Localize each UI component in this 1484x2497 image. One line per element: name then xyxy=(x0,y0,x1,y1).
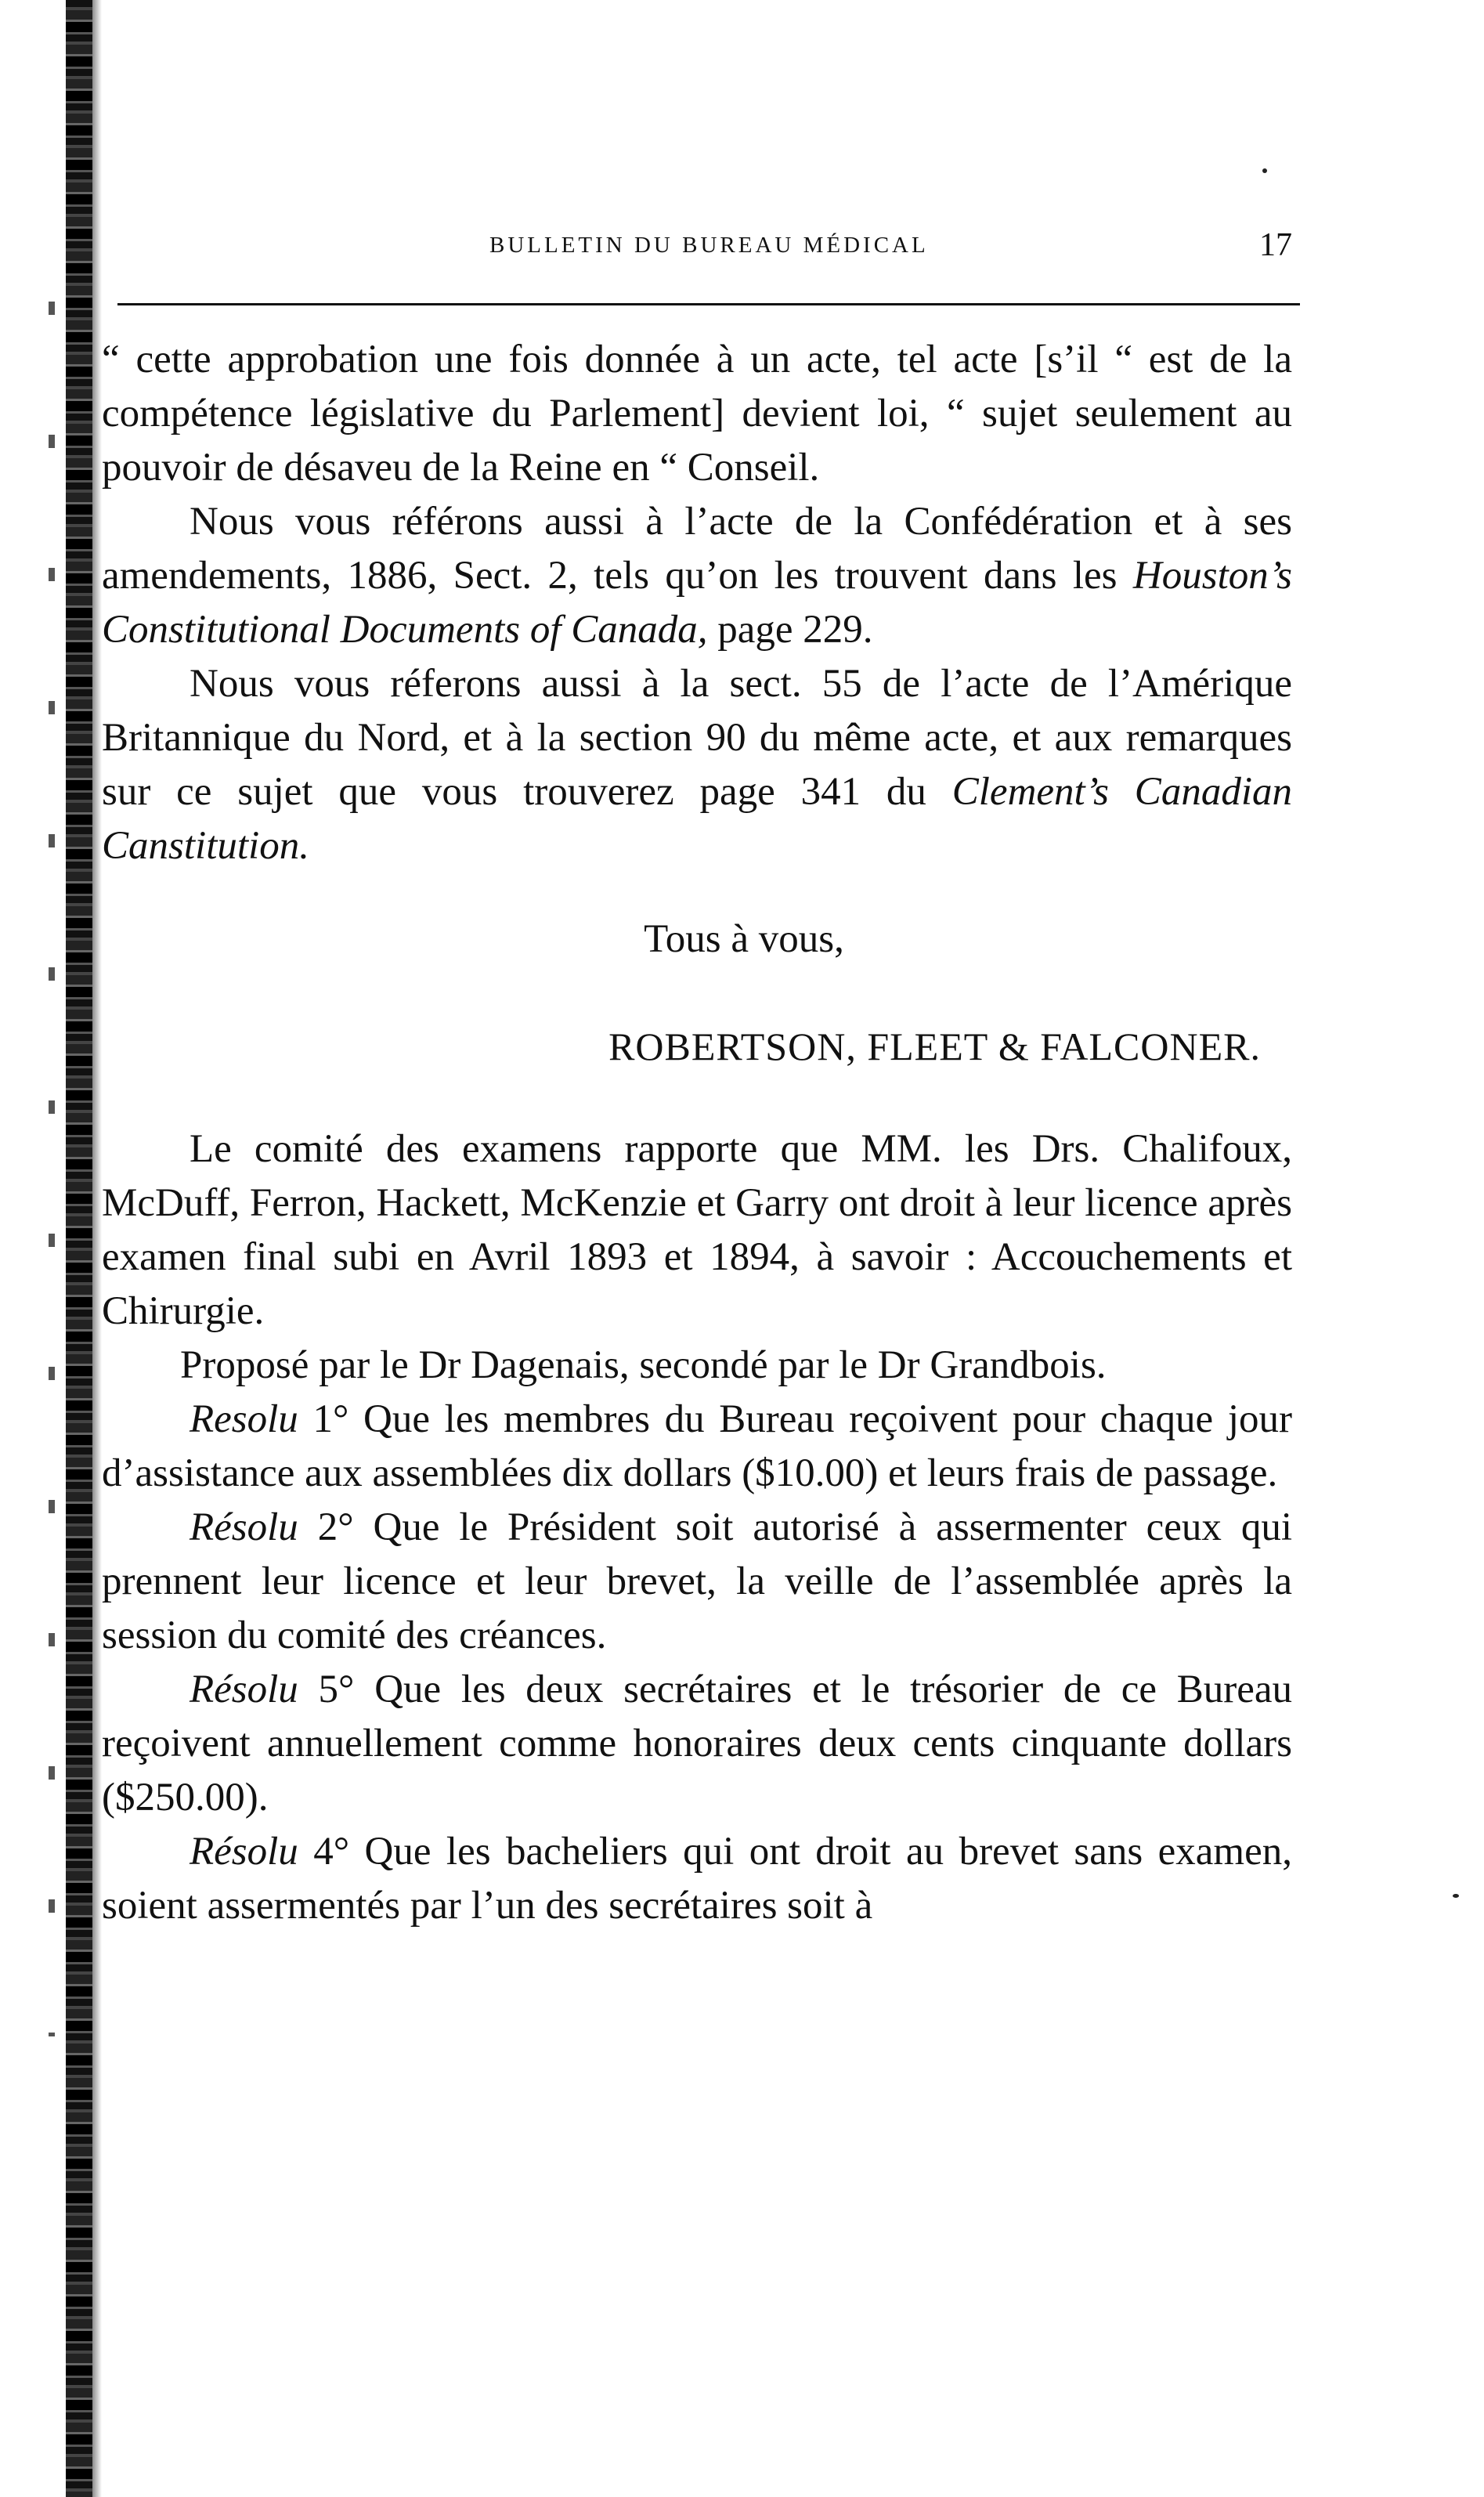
page-body xyxy=(102,333,1292,1933)
quoted-paragraph: “ cette approbation une fois donnée à un acte, tel acte [s’il “ est de la compétence législative du Parlement] devient loi, “ sujet seulement au pouvoir de désaveu de la Reine en “ Conseil. xyxy=(102,338,1292,490)
margin-specks xyxy=(49,235,55,2036)
binding-edge xyxy=(66,0,92,2497)
paragraph-text: Nous vous référons aussi à l’acte de la Confédération et à ses amendements, 1886, Sect. 2, tels qu’on les trouvent dans les xyxy=(102,500,1292,598)
resolution-text: 4° Que les bacheliers qui ont droit au brevet sans examen, soient assermentés par l’un des secrétaires soit à xyxy=(102,1830,1292,1928)
resolution-label: Résolu xyxy=(190,1830,298,1874)
ink-speck xyxy=(1453,1894,1459,1898)
page-number: 17 xyxy=(1259,227,1292,263)
letter-signature: ROBERTSON, FLEET & FALCONER. xyxy=(608,1024,1261,1068)
paragraph-text: Nous vous réferons aussi à la sect. 55 de l’acte de l’Amérique Britannique du Nord, et à la section 90 du même acte, et aux remarques sur ce sujet que vous trouverez page 341 du xyxy=(102,662,1292,814)
exam-committee-report: Le comité des examens rapporte que MM. les Drs. Chalifoux, McDuff, Ferron, Hackett, McKenzie et Garry ont droit à leur licence après examen final subi en Avril 1893 et 1894, à savoir : Accouchements et Chirurgie. xyxy=(102,1127,1292,1333)
ink-speck xyxy=(1262,168,1267,173)
letter-closing: Tous à vous, xyxy=(644,917,844,961)
resolution-4 xyxy=(102,1825,1292,1933)
running-title: BULLETIN DU BUREAU MÉDICAL xyxy=(489,233,929,258)
resolution-5 xyxy=(102,1663,1292,1825)
resolution-label: Resolu xyxy=(190,1397,298,1441)
running-head xyxy=(117,227,1292,280)
binding-shadow xyxy=(92,0,102,2497)
resolution-label: Résolu xyxy=(190,1505,298,1549)
paragraph-confederation xyxy=(102,495,1292,657)
header-rule xyxy=(117,303,1300,305)
resolution-1 xyxy=(102,1393,1292,1501)
resolution-text: 1° Que les membres du Bureau reçoivent pour chaque jour d’assistance aux assemblées dix dollars ($10.00) et leurs frais de passage. xyxy=(102,1397,1292,1495)
motion-proposal: Proposé par le Dr Dagenais, secondé par le Dr Grandbois. xyxy=(180,1343,1107,1387)
book-title: Clement’s Canadian Canstitution. xyxy=(102,770,1292,868)
paragraph-section-55 xyxy=(102,657,1292,873)
paragraph-text: page 229. xyxy=(707,608,873,652)
resolution-label: Résolu xyxy=(190,1668,298,1711)
resolution-2 xyxy=(102,1501,1292,1663)
book-title: Houston’s Constitutional Documents of Canada, xyxy=(102,554,1292,652)
resolution-text: 2° Que le Président soit autorisé à assermenter ceux qui prennent leur licence et leur brevet, la veille de l’assemblée après la session du comité des créances. xyxy=(102,1505,1292,1657)
resolution-text: 5° Que les deux secrétaires et le trésorier de ce Bureau reçoivent annuellement comme honoraires deux cents cinquante dollars ($250.00). xyxy=(102,1668,1292,1819)
